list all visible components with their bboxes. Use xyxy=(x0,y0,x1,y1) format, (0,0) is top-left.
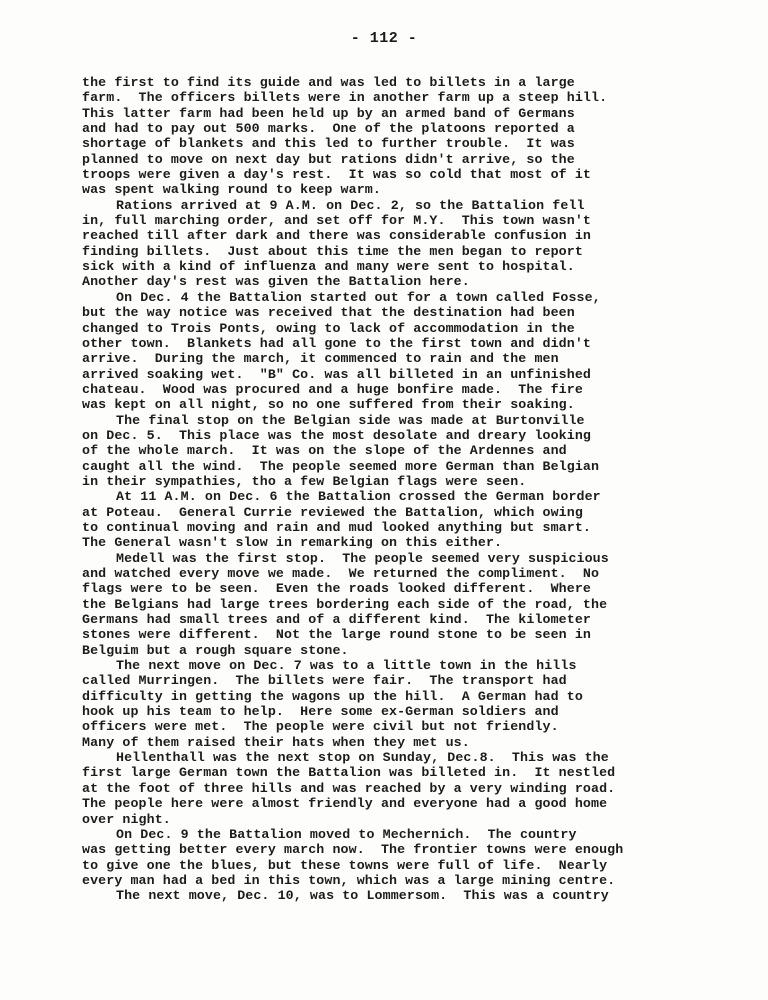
paragraph-first-line: On Dec. 9 the Battalion moved to Mechernich. The country xyxy=(116,826,577,842)
paragraph-first-line: At 11 A.M. on Dec. 6 the Battalion crossed the German border xyxy=(116,489,601,505)
text-line: was kept on all night, so no one suffered from their soaking. xyxy=(82,397,575,413)
text-line: to continual moving and rain and mud looked anything but smart. xyxy=(82,519,592,535)
text-line: over night. xyxy=(82,811,171,827)
text-line: every man had a bed in this town, which was a large mining centre. xyxy=(82,872,616,888)
text-line: caught all the wind. The people seemed more German than Belgian xyxy=(82,458,600,474)
text-line: officers were met. The people were civil but not friendly. xyxy=(82,719,559,735)
text-line: sick with a kind of influenza and many were sent to hospital. xyxy=(82,259,575,275)
text-line: finding billets. Just about this time the men began to report xyxy=(82,243,583,259)
text-line: Belguim but a rough square stone. xyxy=(82,642,349,658)
text-line: called Murringen. The billets were fair. The transport had xyxy=(82,673,567,689)
paragraph-first-line: Rations arrived at 9 A.M. on Dec. 2, so the Battalion fell xyxy=(116,197,585,213)
text-line: arrive. During the march, it commenced to rain and the men xyxy=(82,351,559,367)
text-line: farm. The officers billets were in another farm up a steep hill. xyxy=(82,90,608,106)
text-line: stones were different. Not the large round stone to be seen in xyxy=(82,627,592,643)
text-line: and had to pay out 500 marks. One of the platoons reported a xyxy=(82,121,575,137)
text-line: difficulty in getting the wagons up the hill. A German had to xyxy=(82,688,583,704)
text-line: flags were to be seen. Even the roads looked different. Where xyxy=(82,581,592,597)
page-number: - 112 - xyxy=(350,30,418,47)
paragraph-first-line: The next move on Dec. 7 was to a little town in the hills xyxy=(116,658,577,674)
text-line: was getting better every march now. The frontier towns were enough xyxy=(82,842,624,858)
text-line: the Belgians had large trees bordering each side of the road, the xyxy=(82,596,608,612)
text-line: arrived soaking wet. "B" Co. was all billeted in an unfinished xyxy=(82,366,592,382)
text-line: Germans had small trees and of a different kind. The kilometer xyxy=(82,612,592,628)
text-line: at the foot of three hills and was reached by a very winding road. xyxy=(82,780,616,796)
text-line: planned to move on next day but rations didn't arrive, so the xyxy=(82,151,575,167)
text-line: Another day's rest was given the Battalion here. xyxy=(82,274,470,290)
text-line: on Dec. 5. This place was the most desolate and dreary looking xyxy=(82,427,592,443)
text-line: The General wasn't slow in remarking on this either. xyxy=(82,535,503,551)
text-line: troops were given a day's rest. It was so cold that most of it xyxy=(82,167,592,183)
text-line: The people here were almost friendly and everyone had a good home xyxy=(82,796,608,812)
text-line: This latter farm had been held up by an armed band of Germans xyxy=(82,105,575,121)
text-line: reached till after dark and there was considerable confusion in xyxy=(82,228,592,244)
text-line: other town. Blankets had all gone to the first town and didn't xyxy=(82,335,592,351)
text-line: of the whole march. It was on the slope of the Ardennes and xyxy=(82,443,567,459)
paragraph-first-line: On Dec. 4 the Battalion started out for a town called Fosse, xyxy=(116,289,601,305)
paragraph-first-line: The final stop on the Belgian side was made at Burtonville xyxy=(116,412,585,428)
text-line: first large German town the Battalion was billeted in. It nestled xyxy=(82,765,616,781)
text-line: chateau. Wood was procured and a huge bonfire made. The fire xyxy=(82,381,583,397)
text-line: to give one the blues, but these towns were full of life. Nearly xyxy=(82,857,608,873)
paragraph-first-line: Medell was the first stop. The people seemed very suspicious xyxy=(116,550,609,566)
text-line: changed to Trois Ponts, owing to lack of accommodation in the xyxy=(82,320,575,336)
text-line: hook up his team to help. Here some ex-German soldiers and xyxy=(82,704,559,720)
text-line: in their sympathies, tho a few Belgian flags were seen. xyxy=(82,473,527,489)
text-line: shortage of blankets and this led to further trouble. It was xyxy=(82,136,575,152)
paragraph-first-line: The next move, Dec. 10, was to Lommersom. This was a country xyxy=(116,888,609,904)
body-text xyxy=(82,75,692,904)
paragraph-first-line: Hellenthall was the next stop on Sunday, Dec.8. This was the xyxy=(116,750,609,766)
text-line: and watched every move we made. We returned the compliment. No xyxy=(82,566,600,581)
text-line: at Poteau. General Currie reviewed the Battalion, which owing xyxy=(82,504,583,520)
text-line: Many of them raised their hats when they met us. xyxy=(82,734,470,750)
text-line: but the way notice was received that the destination had been xyxy=(82,305,575,321)
text-line: the first to find its guide and was led to billets in a large xyxy=(82,75,575,90)
text-line: in, full marching order, and set off for M.Y. This town wasn't xyxy=(82,213,592,229)
text-line: was spent walking round to keep warm. xyxy=(82,182,381,198)
